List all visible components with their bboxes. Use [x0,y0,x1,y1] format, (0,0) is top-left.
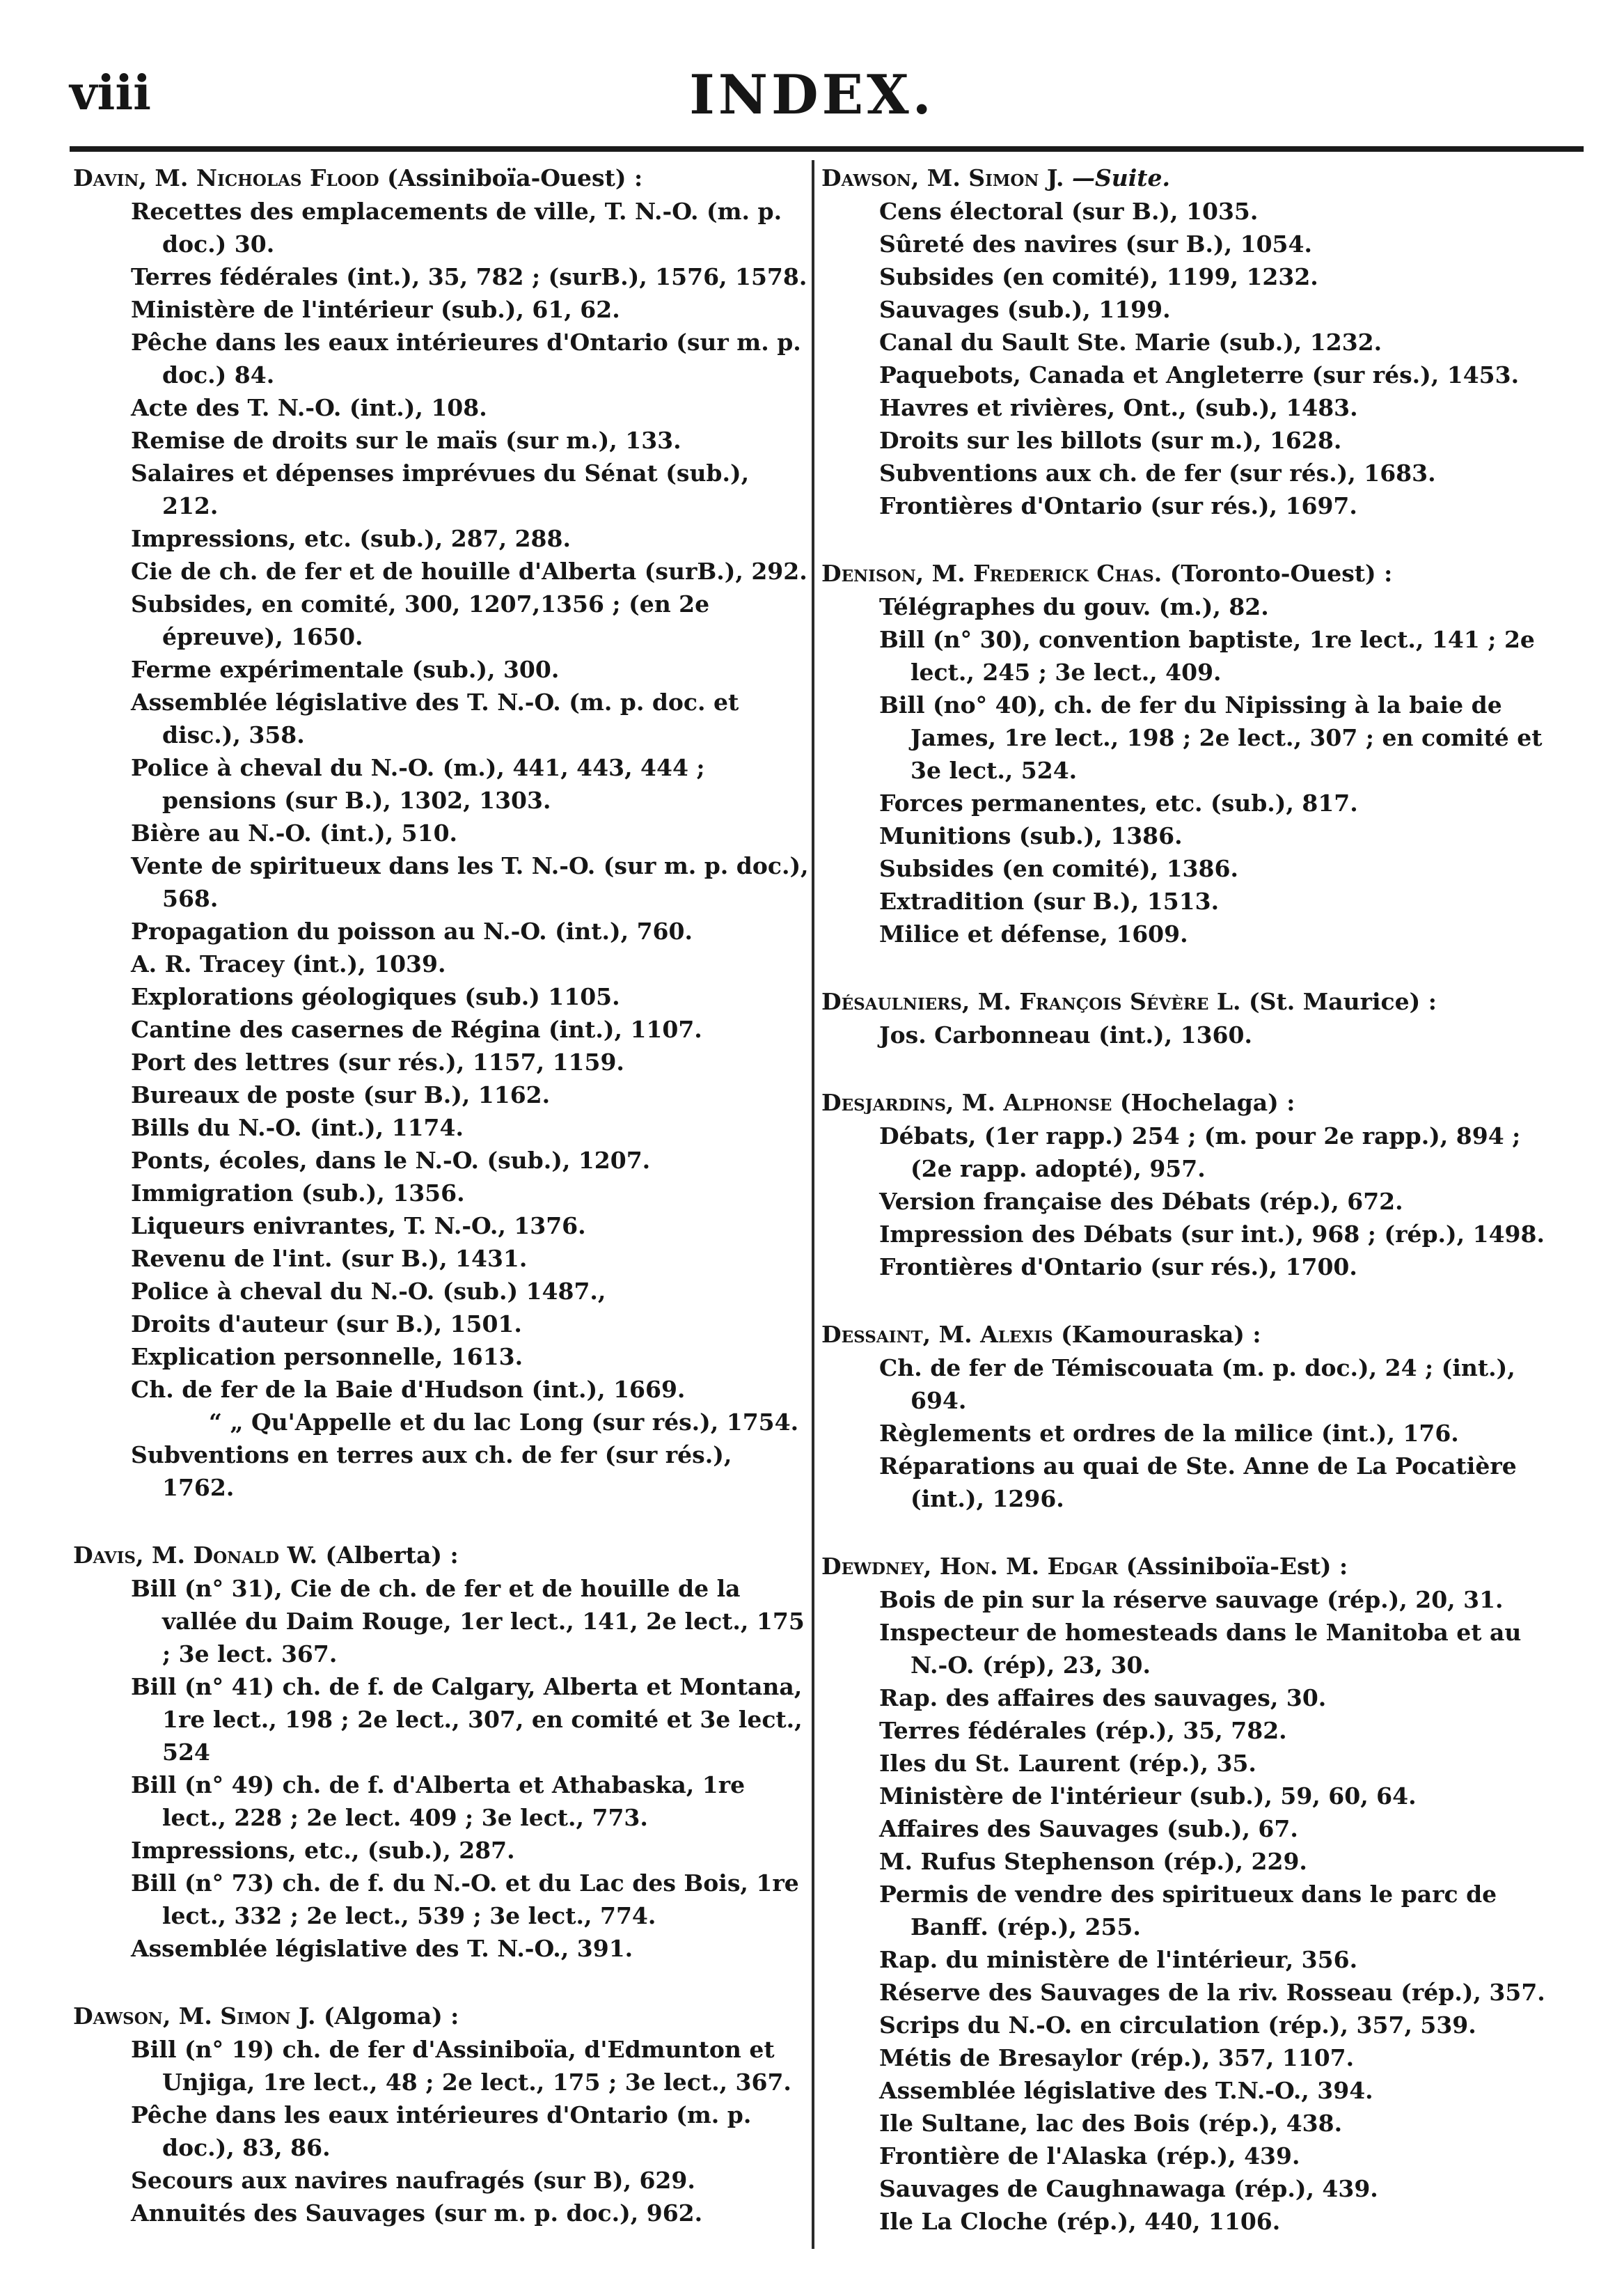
entry-name: Davin, M. Nicholas Flood [73,164,379,191]
index-entry [821,557,1559,950]
index-subentry: Explorations géologiques (sub.) 1105. [131,983,620,1010]
entry-name: Davis, M. Donald W. [73,1541,318,1569]
entry-riding: (Assiniboïa-Est) : [1126,1553,1348,1580]
index-subentry: Canal du Sault Ste. Marie (sub.), 1232. [879,329,1382,356]
index-subentry: Havres et rivières, Ont., (sub.), 1483. [879,394,1358,421]
index-column-right [821,162,1559,2273]
index-subentry: Secours aux navires naufragés (sur B), 629. [131,2167,695,2194]
index-subentry: Bill (n° 31), Cie de ch. de fer et de houille de la vallée du Daim Rouge, 1er lect., 141, 2e lect., 175 ; 3e lect. 367. [131,1575,805,1668]
index-subentry: Impressions, etc. (sub.), 287, 288. [131,525,571,552]
index-subentry: Terres fédérales (int.), 35, 782 ; (surB.), 1576, 1578. [131,263,807,290]
index-entry [73,1539,811,1965]
index-subentry: Ile La Cloche (rép.), 440, 1106. [879,2208,1281,2235]
entry-heading [73,1539,811,1572]
index-subentry: Subsides (en comité), 1386. [879,855,1238,882]
index-subentry: Iles du St. Laurent (rép.), 35. [879,1750,1256,1777]
index-subentry: Débats, (1er rapp.) 254 ; (m. pour 2e rapp.), 894 ; (2e rapp. adopté), 957. [879,1122,1521,1182]
index-subentry: Subsides, en comité, 300, 1207,1356 ; (en 2e épreuve), 1650. [131,590,710,650]
index-entry [73,162,811,1504]
index-subentry: Règlements et ordres de la milice (int.), 176. [879,1420,1459,1447]
index-subentry: Subventions aux ch. de fer (sur rés.), 1683. [879,460,1436,487]
index-subentry: Ch. de fer de la Baie d'Hudson (int.), 1669. [131,1376,686,1403]
index-subentry: Bureaux de poste (sur B.), 1162. [131,1081,551,1108]
index-column-left [73,162,811,2264]
index-subentry: Frontière de l'Alaska (rép.), 439. [879,2142,1300,2170]
index-subentry: Munitions (sub.), 1386. [879,822,1183,849]
entry-heading [821,1318,1559,1351]
index-subentry: Paquebots, Canada et Angleterre (sur rés.), 1453. [879,361,1520,389]
entry-heading [73,162,811,195]
entry-heading [821,1550,1559,1583]
page-title: INDEX. [689,63,935,127]
entry-riding: (Alberta) : [325,1541,459,1569]
index-subentry: Frontières d'Ontario (sur rés.), 1697. [879,492,1357,519]
index-subentry: Impressions, etc., (sub.), 287. [131,1837,515,1864]
index-subentry: Télégraphes du gouv. (m.), 82. [879,593,1269,620]
index-subentry: Police à cheval du N.-O. (sub.) 1487., [131,1278,606,1305]
index-subentry: Assemblée législative des T. N.-O. (m. p. doc. et disc.), 358. [131,689,739,748]
index-entry [821,1086,1559,1283]
index-subentry: Annuités des Sauvages (sur m. p. doc.), 962. [131,2199,703,2227]
index-subentry: Ferme expérimentale (sub.), 300. [131,656,560,683]
index-subentry: Rap. du ministère de l'intérieur, 356. [879,1946,1358,1973]
index-subentry: Sauvages de Caughnawaga (rép.), 439. [879,2175,1378,2202]
index-subentry: Explication personnelle, 1613. [131,1343,523,1370]
index-subentry: Remise de droits sur le maïs (sur m.), 133. [131,427,681,454]
index-subentry: Ministère de l'intérieur (sub.), 59, 60, 64. [879,1782,1417,1810]
entry-name: Dawson, M. Simon J. [73,2002,316,2030]
index-subentry: Bill (no° 40), ch. de fer du Nipissing à la baie de James, 1re lect., 198 ; 2e lect., 307 ; en comité et 3e lect., 524. [879,691,1543,784]
index-subentry: Subsides (en comité), 1199, 1232. [879,263,1318,290]
index-entry [821,1550,1559,2238]
index-subentry: Réserve des Sauvages de la riv. Rosseau (rép.), 357. [879,1979,1545,2006]
index-subentry: Revenu de l'int. (sur B.), 1431. [131,1245,528,1272]
index-subentry: Forces permanentes, etc. (sub.), 817. [879,790,1358,817]
index-subentry: Salaires et dépenses imprévues du Sénat (sub.), 212. [131,460,750,519]
index-subentry: Acte des T. N.-O. (int.), 108. [131,394,487,421]
index-subentry: Métis de Bresaylor (rép.), 357, 1107. [879,2044,1355,2071]
index-subentry: Droits sur les billots (sur m.), 1628. [879,427,1342,454]
entry-heading [821,1086,1559,1120]
index-subentry: Pêche dans les eaux intérieures d'Ontario (sur m. p. doc.) 84. [131,329,801,389]
entry-riding: (Kamouraska) : [1061,1321,1261,1348]
index-entry [73,2000,811,2229]
entry-name: Désaulniers, M. François Sévère L. [821,988,1241,1015]
index-subentry: Sauvages (sub.), 1199. [879,296,1171,323]
index-subentry: Scrips du N.-O. en circulation (rép.), 357, 539. [879,2011,1476,2039]
entry-name: Desjardins, M. Alphonse [821,1089,1112,1116]
index-subentry: Extradition (sur B.), 1513. [879,888,1220,915]
index-subentry: M. Rufus Stephenson (rép.), 229. [879,1848,1307,1875]
index-subentry: Jos. Carbonneau (int.), 1360. [879,1021,1252,1049]
index-subentry: Bill (n° 73) ch. de f. du N.-O. et du Lac des Bois, 1re lect., 332 ; 2e lect., 539 ; 3e lect., 774. [131,1869,799,1929]
index-subentry: Port des lettres (sur rés.), 1157, 1159. [131,1049,624,1076]
index-subentry: “ „ Qu'Appelle et du lac Long (sur rés.), 1754. [209,1409,799,1436]
index-subentry: Réparations au quai de Ste. Anne de La Pocatière (int.), 1296. [879,1452,1517,1512]
index-subentry: Cie de ch. de fer et de houille d'Alberta (surB.), 292. [131,558,807,585]
index-subentry: Pêche dans les eaux intérieures d'Ontario (m. p. doc.), 83, 86. [131,2101,752,2161]
entry-name: Dessaint, M. Alexis [821,1321,1053,1348]
index-subentry: Ile Sultane, lac des Bois (rép.), 438. [879,2110,1343,2137]
index-subentry: Ch. de fer de Témiscouata (m. p. doc.), 24 ; (int.), 694. [879,1354,1515,1414]
index-entry [821,162,1559,522]
entry-name: Dewdney, Hon. M. Edgar [821,1553,1119,1580]
index-subentry: Rap. des affaires des sauvages, 30. [879,1684,1327,1711]
index-subentry: Bière au N.-O. (int.), 510. [131,819,458,847]
entry-heading [821,557,1559,590]
index-subentry: Vente de spiritueux dans les T. N.-O. (sur m. p. doc.), 568. [131,852,809,912]
header-rule [70,146,1584,152]
index-subentry: Cens électoral (sur B.), 1035. [879,198,1259,225]
index-subentry: Version française des Débats (rép.), 672. [879,1188,1403,1215]
index-subentry: Milice et défense, 1609. [879,920,1188,948]
entry-riding: (Toronto-Ouest) : [1169,560,1393,587]
index-subentry: Ministère de l'intérieur (sub.), 61, 62. [131,296,620,323]
entry-heading [73,2000,811,2033]
entry-heading [821,985,1559,1019]
entry-suite-marker: —Suite. [1071,164,1171,191]
index-subentry: Assemblée législative des T. N.-O., 391. [131,1935,633,1962]
index-subentry: Impression des Débats (sur int.), 968 ; (rép.), 1498. [879,1221,1545,1248]
page-header [0,0,1624,139]
index-subentry: Assemblée législative des T.N.-O., 394. [879,2077,1373,2104]
index-subentry: Inspecteur de homesteads dans le Manitoba et au N.-O. (rép), 23, 30. [879,1619,1522,1679]
index-subentry: Frontières d'Ontario (sur rés.), 1700. [879,1253,1357,1280]
index-subentry: Liqueurs enivrantes, T. N.-O., 1376. [131,1212,586,1239]
index-subentry: Bois de pin sur la réserve sauvage (rép.), 20, 31. [879,1586,1504,1613]
index-subentry: Bill (n° 41) ch. de f. de Calgary, Alberta et Montana, 1re lect., 198 ; 2e lect., 307, en comité et 3e lect., 524 [131,1673,803,1766]
index-subentry: Permis de vendre des spiritueux dans le parc de Banff. (rép.), 255. [879,1881,1497,1940]
index-subentry: Subventions en terres aux ch. de fer (sur rés.), 1762. [131,1441,732,1501]
entry-name: Dawson, M. Simon J. [821,164,1064,191]
index-subentry: Recettes des emplacements de ville, T. N.-O. (m. p. doc.) 30. [131,198,782,258]
index-subentry: Bill (n° 49) ch. de f. d'Alberta et Athabaska, 1re lect., 228 ; 2e lect. 409 ; 3e lect., 773. [131,1771,746,1831]
entry-riding: (Hochelaga) : [1119,1089,1295,1116]
index-subentry: Affaires des Sauvages (sub.), 67. [879,1815,1298,1842]
index-entry [821,985,1559,1051]
index-entry [821,1318,1559,1515]
index-subentry: Ponts, écoles, dans le N.-O. (sub.), 1207. [131,1147,651,1174]
index-subentry: A. R. Tracey (int.), 1039. [131,950,446,978]
entry-riding: (Assiniboïa-Ouest) : [387,164,643,191]
index-subentry: Bills du N.-O. (int.), 1174. [131,1114,464,1141]
index-subentry: Immigration (sub.), 1356. [131,1179,465,1207]
index-subentry: Propagation du poisson au N.-O. (int.), 760. [131,918,693,945]
entry-riding: (Algoma) : [323,2002,459,2030]
index-subentry: Bill (n° 30), convention baptiste, 1re lect., 141 ; 2e lect., 245 ; 3e lect., 409. [879,626,1535,686]
index-subentry: Droits d'auteur (sur B.), 1501. [131,1310,522,1337]
page-number: viii [70,65,152,121]
index-subentry: Police à cheval du N.-O. (m.), 441, 443, 444 ; pensions (sur B.), 1302, 1303. [131,754,705,814]
entry-heading [821,162,1559,195]
index-subentry: Sûreté des navires (sur B.), 1054. [879,230,1312,258]
index-subentry: Terres fédérales (rép.), 35, 782. [879,1717,1287,1744]
index-subentry: Bill (n° 19) ch. de fer d'Assiniboïa, d'Edmunton et Unjiga, 1re lect., 48 ; 2e lect., 175 ; 3e lect., 367. [131,2036,791,2096]
entry-name: Denison, M. Frederick Chas. [821,560,1162,587]
column-divider [812,160,814,2249]
entry-riding: (St. Maurice) : [1249,988,1437,1015]
index-subentry: Cantine des casernes de Régina (int.), 1107. [131,1016,702,1043]
